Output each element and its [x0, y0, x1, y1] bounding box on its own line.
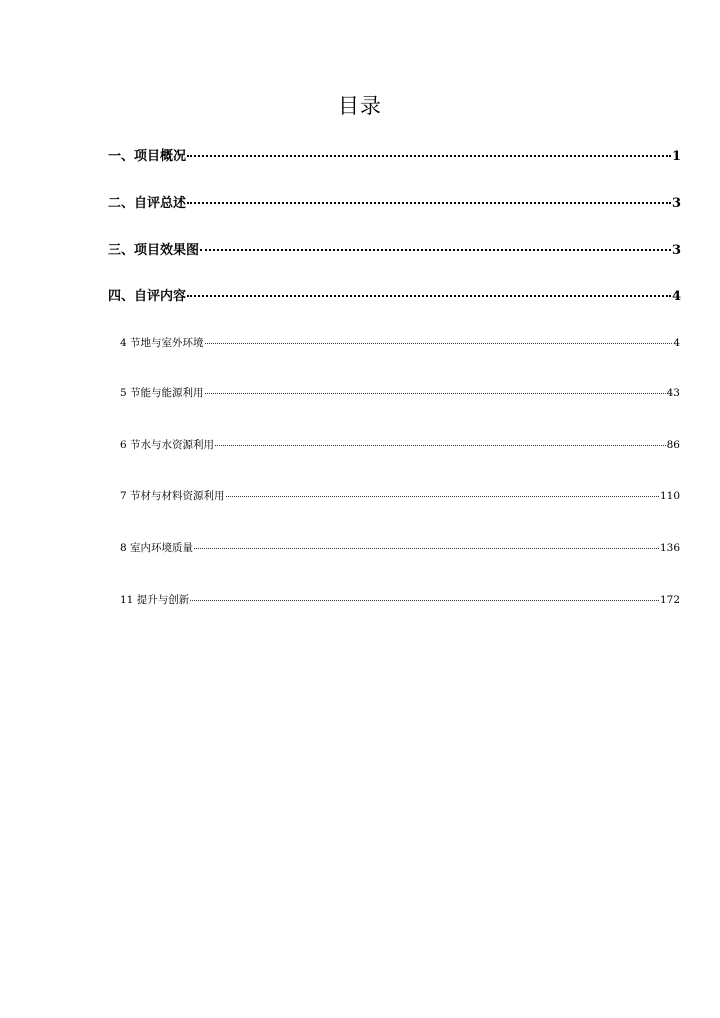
toc-dot-leader	[215, 434, 666, 446]
toc-entry-label: 8 室内环境质量	[120, 541, 194, 554]
toc-entry-label: 三、项目效果图	[108, 243, 200, 258]
toc-entry-self-evaluation-content[interactable]	[108, 285, 681, 306]
toc-subentry-material-saving[interactable]	[120, 487, 680, 503]
toc-entry-label: 四、自评内容	[108, 289, 187, 304]
toc-entry-project-renderings[interactable]	[108, 239, 681, 260]
toc-subentry-water-saving[interactable]	[120, 436, 680, 452]
toc-page-number: 43	[666, 386, 680, 399]
toc-entry-label: 7 节材与材料资源利用	[120, 489, 225, 502]
toc-dot-leader	[226, 485, 659, 497]
toc-dot-leader	[194, 537, 659, 549]
toc-page-number: 86	[666, 438, 680, 451]
toc-subentry-indoor-environment[interactable]	[120, 539, 680, 555]
toc-entry-label: 5 节能与能源利用	[120, 386, 204, 399]
toc-entry-project-overview[interactable]	[108, 145, 681, 166]
toc-page-number: 3	[671, 196, 681, 211]
toc-page-number: 1	[671, 149, 681, 164]
toc-dot-leader	[187, 189, 671, 204]
toc-page-number: 172	[659, 593, 680, 606]
toc-page-number: 110	[659, 489, 680, 502]
toc-entry-label: 4 节地与室外环境	[120, 336, 204, 349]
toc-entry-self-evaluation-summary[interactable]	[108, 192, 681, 213]
toc-page-number: 4	[673, 336, 680, 349]
toc-dot-leader	[205, 382, 666, 394]
toc-subentry-improvement-innovation[interactable]	[120, 591, 680, 607]
toc-dot-leader	[205, 332, 673, 344]
toc-entry-label: 一、项目概况	[108, 149, 187, 164]
toc-page-number: 4	[671, 289, 681, 304]
toc-title: 目录	[338, 94, 382, 118]
toc-subentry-land-saving[interactable]	[120, 334, 680, 350]
toc-entry-label: 6 节水与水资源利用	[120, 438, 215, 451]
toc-page-number: 136	[659, 541, 680, 554]
toc-dot-leader	[190, 589, 659, 601]
toc-page-number: 3	[671, 243, 681, 258]
toc-dot-leader	[187, 282, 671, 297]
toc-dot-leader	[187, 142, 671, 157]
toc-entry-label: 二、自评总述	[108, 196, 187, 211]
toc-subentry-energy-saving[interactable]	[120, 384, 680, 400]
toc-dot-leader	[200, 236, 671, 251]
toc-entry-label: 11 提升与创新	[120, 593, 190, 606]
